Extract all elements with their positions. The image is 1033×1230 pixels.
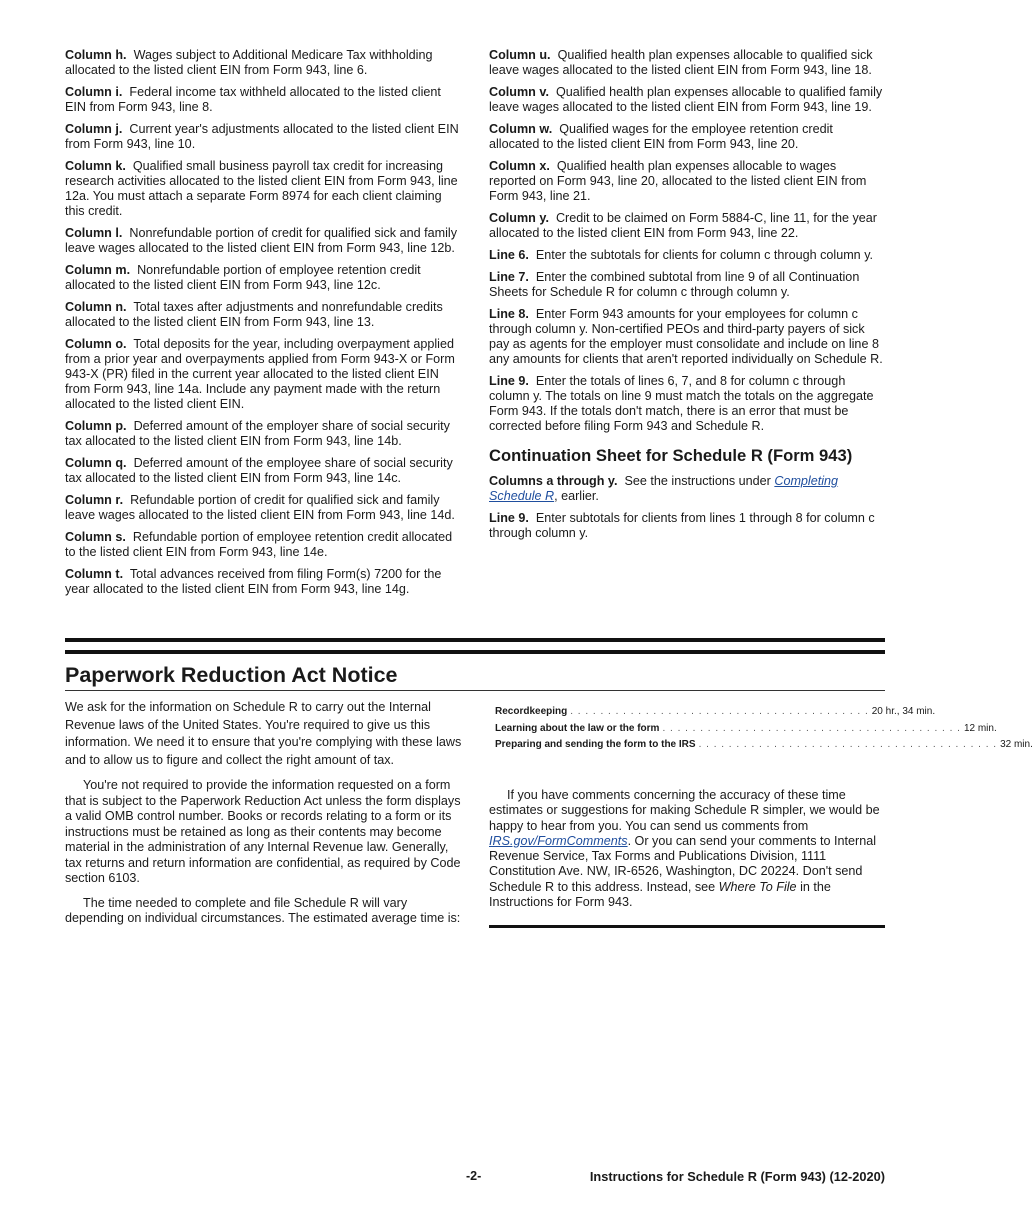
pra-comments-paragraph: If you have comments concerning the accuracy of these time estimates or suggestions for making Schedule R simpler, we would be happy to hear from you. You can send us comments from IRS.gov/FormComments. Or you can send your comments to Internal Revenue Service, Tax Forms and Publications Division, 1111 Constitution Ave. NW, IR-6526, Washington, DC 20224. Don't send Schedule R to this address. Instead, see Where To File in the Instructions for Form 943. <box>489 788 880 910</box>
entry-column-n: Column n. Total taxes after adjustments and nonrefundable credits allocated to the listed client EIN from Form 943, line 13. <box>65 300 443 329</box>
page-number: -2- <box>466 1169 482 1183</box>
section-divider-top <box>65 638 885 642</box>
entry-line-7: Line 7. Enter the combined subtotal from line 9 of all Continuation Sheets for Schedule R for column c through column y. <box>489 270 860 299</box>
form-comments-link[interactable]: IRS.gov/FormComments <box>489 833 628 848</box>
right-column <box>489 48 885 548</box>
entry-column-v: Column v. Qualified health plan expenses allocable to qualified family leave wages allocated to the listed client EIN from Form 943, line 19. <box>489 85 883 114</box>
time-estimates-table <box>495 704 1033 754</box>
left-column <box>65 48 463 604</box>
entry-continuation-line-9: Line 9. Enter subtotals for clients from lines 1 through 8 for column c through column y. <box>489 511 875 540</box>
pra-left-text <box>65 699 463 936</box>
entry-column-x: Column x. Qualified health plan expenses allocable to wages reported on Form 943, line 20, allocated to the listed client EIN from Form 943, line 21. <box>489 159 867 203</box>
time-row-recordkeeping: Recordkeeping . . . . . . . . . . . . . . . . . . . . . . . . . . . . . . . . . . . . . . . . 20 hr., 34 min. <box>495 706 936 717</box>
pra-title-underline <box>65 690 885 691</box>
entry-column-i: Column i. Federal income tax withheld allocated to the listed client EIN from Form 943, line 8. <box>65 85 441 114</box>
entry-column-p: Column p. Deferred amount of the employer share of social security tax allocated to the listed client EIN from Form 943, line 14b. <box>65 419 450 448</box>
section-divider-bottom <box>65 650 885 654</box>
entry-column-r: Column r. Refundable portion of credit for qualified sick and family leave wages allocated to the listed client EIN from Form 943, line 14d. <box>65 493 455 522</box>
completing-schedule-r-link[interactable]: Completing Schedule R <box>489 474 839 503</box>
entry-columns-a-through-y: Columns a through y. See the instructions under Completing Schedule R, earlier. <box>489 474 839 503</box>
time-row-learning: Learning about the law or the form . . . . . . . . . . . . . . . . . . . . . . . . . . . . . . . . . . . . . . . . 12 min. <box>495 722 997 734</box>
entry-column-t: Column t. Total advances received from filing Form(s) 7200 for the year allocated to the listed client EIN from Form 943, line 14g. <box>65 567 442 596</box>
pra-paragraph-1: We ask for the information on Schedule R to carry out the Internal Revenue laws of the United States. You're required to give us this information. We need it to ensure that you're complying with these laws and to allow us to figure and collect the right amount of tax. <box>65 700 462 767</box>
continuation-heading: Continuation Sheet for Schedule R (Form 943) <box>489 446 853 465</box>
entry-column-u: Column u. Qualified health plan expenses allocable to qualified sick leave wages allocated to the listed client EIN from Form 943, line 18. <box>489 48 873 77</box>
entry-column-q: Column q. Deferred amount of the employee share of social security tax allocated to the listed client EIN from Form 943, line 14c. <box>65 456 453 485</box>
entry-column-s: Column s. Refundable portion of employee retention credit allocated to the listed client EIN from Form 943, line 14e. <box>65 530 453 559</box>
entry-column-w: Column w. Qualified wages for the employee retention credit allocated to the listed client EIN from Form 943, line 20. <box>489 122 833 151</box>
pra-title: Paperwork Reduction Act Notice <box>65 663 398 687</box>
entry-column-y: Column y. Credit to be claimed on Form 5884-C, line 11, for the year allocated to the listed client EIN from Form 943, line 22. <box>489 211 877 240</box>
pra-paragraph-2: You're not required to provide the information requested on a form that is subject to the Paperwork Reduction Act unless the form displays a valid OMB control number. Books or records relating to a form or its instructions must be retained as long as their contents may become material in the administration of any Internal Revenue law. Generally, tax returns and return information are confidential, as required by Code section 6103. <box>65 778 461 885</box>
entry-column-o: Column o. Total deposits for the year, including overpayment applied from a prior year and overpayments applied from Form 943-X or Form 943-X (PR) filed in the current year allocated to the listed client EIN from Form 943, line 14a. Include any payment made with the return allocated to the listed client EIN. <box>65 337 455 411</box>
entry-column-j: Column j. Current year's adjustments allocated to the listed client EIN from Form 943, line 10. <box>65 122 459 151</box>
pra-paragraph-3: The time needed to complete and file Schedule R will vary depending on individual circumstances. The estimated average time is: <box>65 895 461 925</box>
pra-comments <box>489 788 885 910</box>
entry-column-m: Column m. Nonrefundable portion of employee retention credit allocated to the listed client EIN from Form 943, line 12c. <box>65 263 421 292</box>
entry-column-l: Column l. Nonrefundable portion of credit for qualified sick and family leave wages allocated to the listed client EIN from Form 943, line 12b. <box>65 226 457 255</box>
pra-right-end-rule <box>489 925 885 928</box>
time-row-preparing: Preparing and sending the form to the IRS . . . . . . . . . . . . . . . . . . . . . . . . . . . . . . . . . . . . . . . . 32 min. <box>495 739 1033 750</box>
entry-line-9: Line 9. Enter the totals of lines 6, 7, and 8 for column c through column y. The totals on line 9 must match the totals on the aggregate Form 943. If the totals don't match, there is an error that must be corrected before filing Form 943 and Schedule R. <box>489 374 874 433</box>
entry-line-8: Line 8. Enter Form 943 amounts for your employees for column c through column y. Non-certified PEOs and third-party payers of sick pay as agents for the employer must consolidate and include on line 8 any amounts for clients that aren't reported individually on Schedule R. <box>489 307 883 366</box>
footer-title: Instructions for Schedule R (Form 943) (12-2020) <box>589 1169 885 1184</box>
entry-column-k: Column k. Qualified small business payroll tax credit for increasing research activities allocated to the listed client EIN from Form 943, line 12a. You must attach a separate Form 8974 for each client claiming this credit. <box>65 159 458 218</box>
entry-line-6: Line 6. Enter the subtotals for clients for column c through column y. <box>489 248 874 262</box>
entry-column-h: Column h. Wages subject to Additional Medicare Tax withholding allocated to the listed client EIN from Form 943, line 6. <box>65 48 433 77</box>
